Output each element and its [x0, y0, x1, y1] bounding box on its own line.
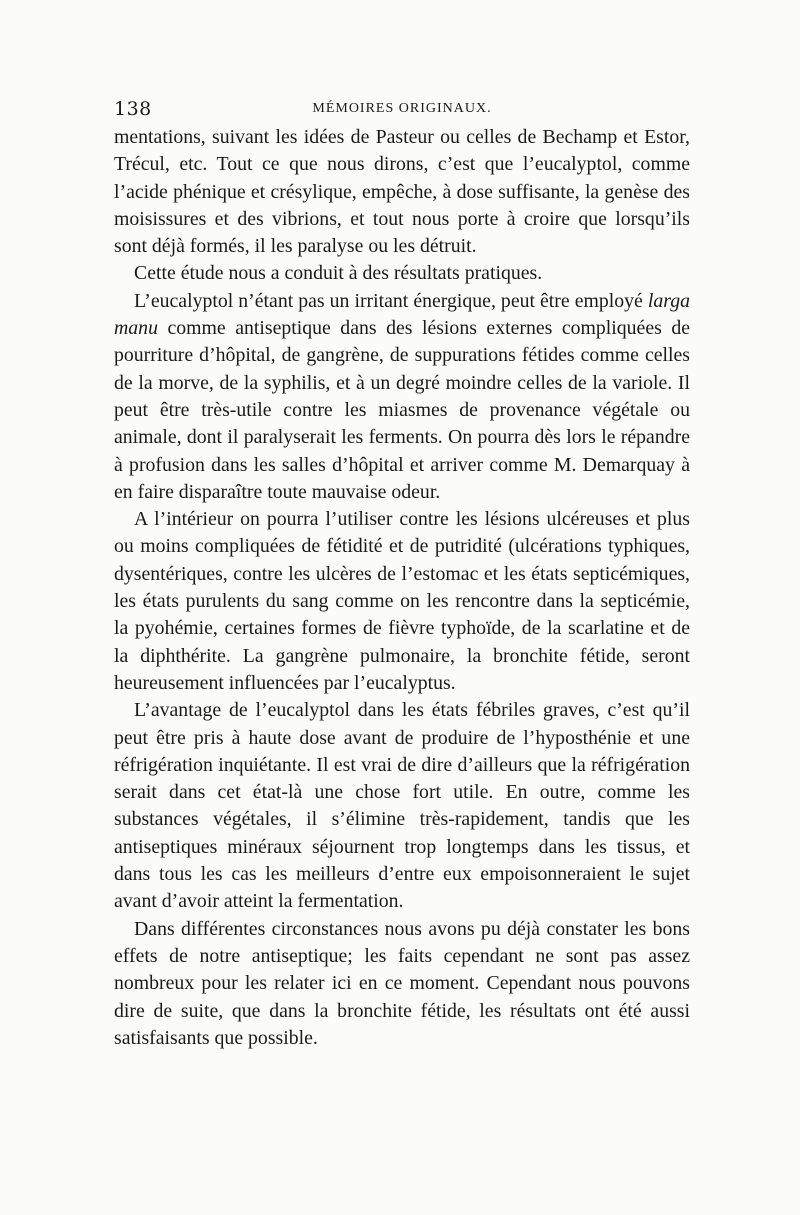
paragraph — [114, 288, 690, 506]
body-text — [114, 124, 690, 1052]
paragraph-text: L’eucalyptol n’étant pas un irritant énergique, peut être employé — [134, 289, 648, 312]
paragraph-text: comme antiseptique dans des lésions externes compliquées de pourriture d’hôpital, de gangrène, de suppurations fétides comme celles de la morve, de la syphilis, et à un degré moindre celles de la variole. Il peut être très-utile contre les miasmes de provenance végétale ou animale, dont il paralyserait les ferments. On pourra dès lors le répandre à profusion dans les salles d’hôpital et arriver comme M. Demarquay à en faire disparaître toute mauvaise odeur. — [114, 317, 690, 503]
paragraph-continued: mentations, suivant les idées de Pasteur ou celles de Bechamp et Estor, Trécul, etc. Tout ce que nous dirons, c’est que l’eucalyptol, comme l’acide phénique et crésylique, empêche, à dose suffisante, la genèse des moisissures et des vibrions, et tout nous porte à croire que lorsqu’ils sont déjà formés, il les paralyse ou les détruit. — [114, 126, 690, 258]
italic-phrase: larga manu — [114, 289, 690, 340]
paragraph: A l’intérieur on pourra l’utiliser contre les lésions ulcéreuses et plus ou moins compliquées de fétidité et de putridité (ulcérations typhiques, dysentériques, contre les ulcères de l’estomac et les états septicémiques, les états purulents du sang comme on les rencontre dans la septicémie, la pyohémie, certaines formes de fièvre typhoïde, de la scarlatine et de la diphthérite. La gangrène pulmonaire, la bronchite fétide, seront heureusement influencées par l’eucalyptus. — [114, 508, 690, 694]
paragraph: Cette étude nous a conduit à des résultats pratiques. — [134, 262, 543, 285]
paragraph: Dans différentes circonstances nous avons pu déjà constater les bons effets de notre antiseptique; les faits cependant ne sont pas assez nombreux pour les relater ici en ce moment. Cependant nous pouvons dire de suite, que dans la bronchite fétide, les résultats ont été aussi satisfaisants que possible. — [114, 917, 690, 1049]
page-number: 138 — [114, 98, 152, 120]
running-head: MÉMOIRES ORIGINAUX. — [312, 101, 492, 116]
page-header — [114, 98, 690, 124]
paragraph: L’avantage de l’eucalyptol dans les états fébriles graves, c’est qu’il peut être pris à haute dose avant de produire de l’hyposthénie et une réfrigération inquiétante. Il est vrai de dire d’ailleurs que la réfrigération serait dans cet état-là une chose fort utile. En outre, comme les substances végétales, il s’élimine très-rapidement, tandis que les antiseptiques minéraux séjournent trop longtemps dans les tissus, et dans tous les cas les meilleurs d’entre eux empoisonneraient le sujet avant d’avoir atteint la fermentation. — [114, 699, 690, 913]
